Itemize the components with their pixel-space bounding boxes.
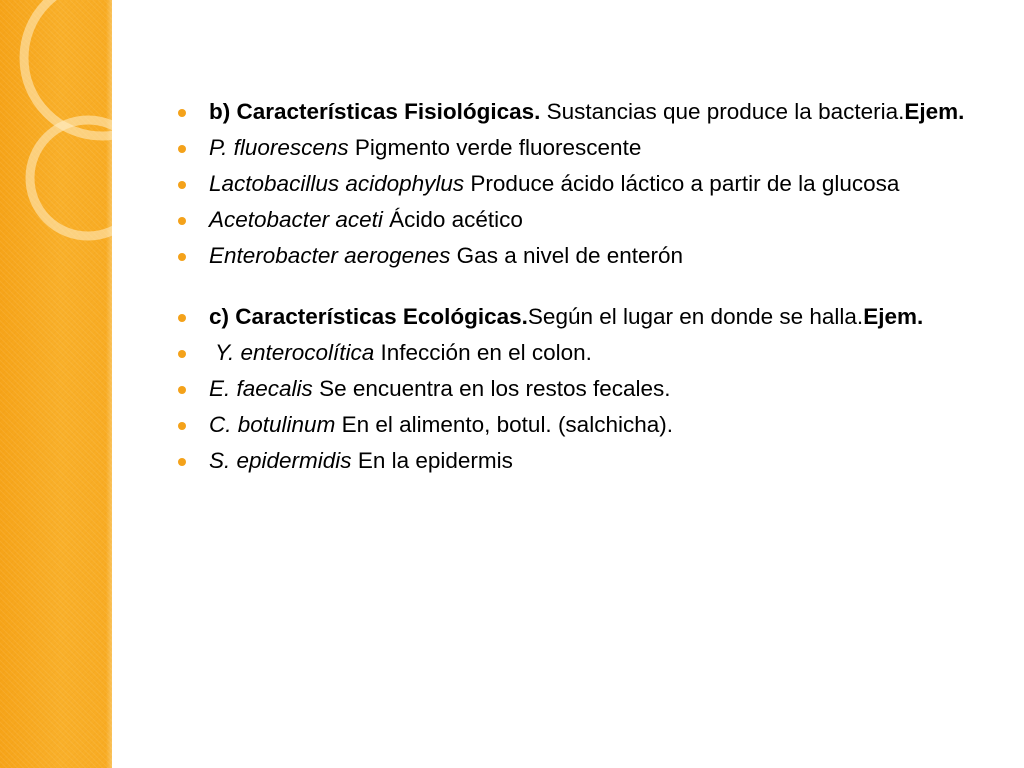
bullet-icon xyxy=(178,314,186,322)
organism-description: En la epidermis xyxy=(351,448,513,473)
section-c-title: c) Características Ecológicas. xyxy=(209,304,528,329)
bullet-icon xyxy=(178,109,186,117)
decorative-side-band xyxy=(0,0,112,768)
slide-body xyxy=(176,98,996,483)
section-b-heading xyxy=(176,98,996,125)
organism-description: Gas a nivel de enterón xyxy=(450,243,684,268)
list-item xyxy=(176,447,996,474)
bullet-list xyxy=(176,98,996,474)
bullet-icon xyxy=(178,253,186,261)
section-b-example-label: Ejem. xyxy=(904,99,965,124)
organism-description: Se encuentra en los restos fecales. xyxy=(312,376,671,401)
bullet-icon xyxy=(178,350,186,358)
ring-large xyxy=(24,0,112,136)
section-c-heading xyxy=(176,303,996,330)
section-c-example-label: Ejem. xyxy=(863,304,924,329)
organism-name: Y. enterocolítica xyxy=(215,340,375,365)
list-item xyxy=(176,134,996,161)
band-edge-highlight xyxy=(106,0,112,768)
bullet-icon xyxy=(178,217,186,225)
organism-name: S. epidermidis xyxy=(209,448,352,473)
organism-description: En el alimento, botul. (salchicha). xyxy=(335,412,673,437)
organism-name: Acetobacter aceti xyxy=(209,207,383,232)
organism-name: P. fluorescens xyxy=(209,135,349,160)
decorative-rings xyxy=(0,0,112,300)
list-item xyxy=(176,375,996,402)
list-item xyxy=(176,206,996,233)
organism-description: Infección en el colon. xyxy=(374,340,592,365)
list-item xyxy=(176,339,996,366)
organism-description: Pigmento verde fluorescente xyxy=(348,135,642,160)
organism-description: Produce ácido láctico a partir de la glucosa xyxy=(464,171,900,196)
organism-name: Enterobacter aerogenes xyxy=(209,243,451,268)
section-b-subtitle: Sustancias que produce la bacteria. xyxy=(540,99,905,124)
section-b-title: b) Características Fisiológicas. xyxy=(209,99,541,124)
organism-name: Lactobacillus acidophylus xyxy=(209,171,465,196)
list-item xyxy=(176,170,996,197)
section-c-subtitle: Según el lugar en donde se halla. xyxy=(527,304,864,329)
bullet-icon xyxy=(178,145,186,153)
list-item xyxy=(176,411,996,438)
bullet-icon xyxy=(178,458,186,466)
organism-name: E. faecalis xyxy=(209,376,313,401)
organism-description: Ácido acético xyxy=(382,207,523,232)
bullet-icon xyxy=(178,422,186,430)
list-item xyxy=(176,242,996,269)
organism-name: C. botulinum xyxy=(209,412,336,437)
bullet-icon xyxy=(178,386,186,394)
bullet-icon xyxy=(178,181,186,189)
